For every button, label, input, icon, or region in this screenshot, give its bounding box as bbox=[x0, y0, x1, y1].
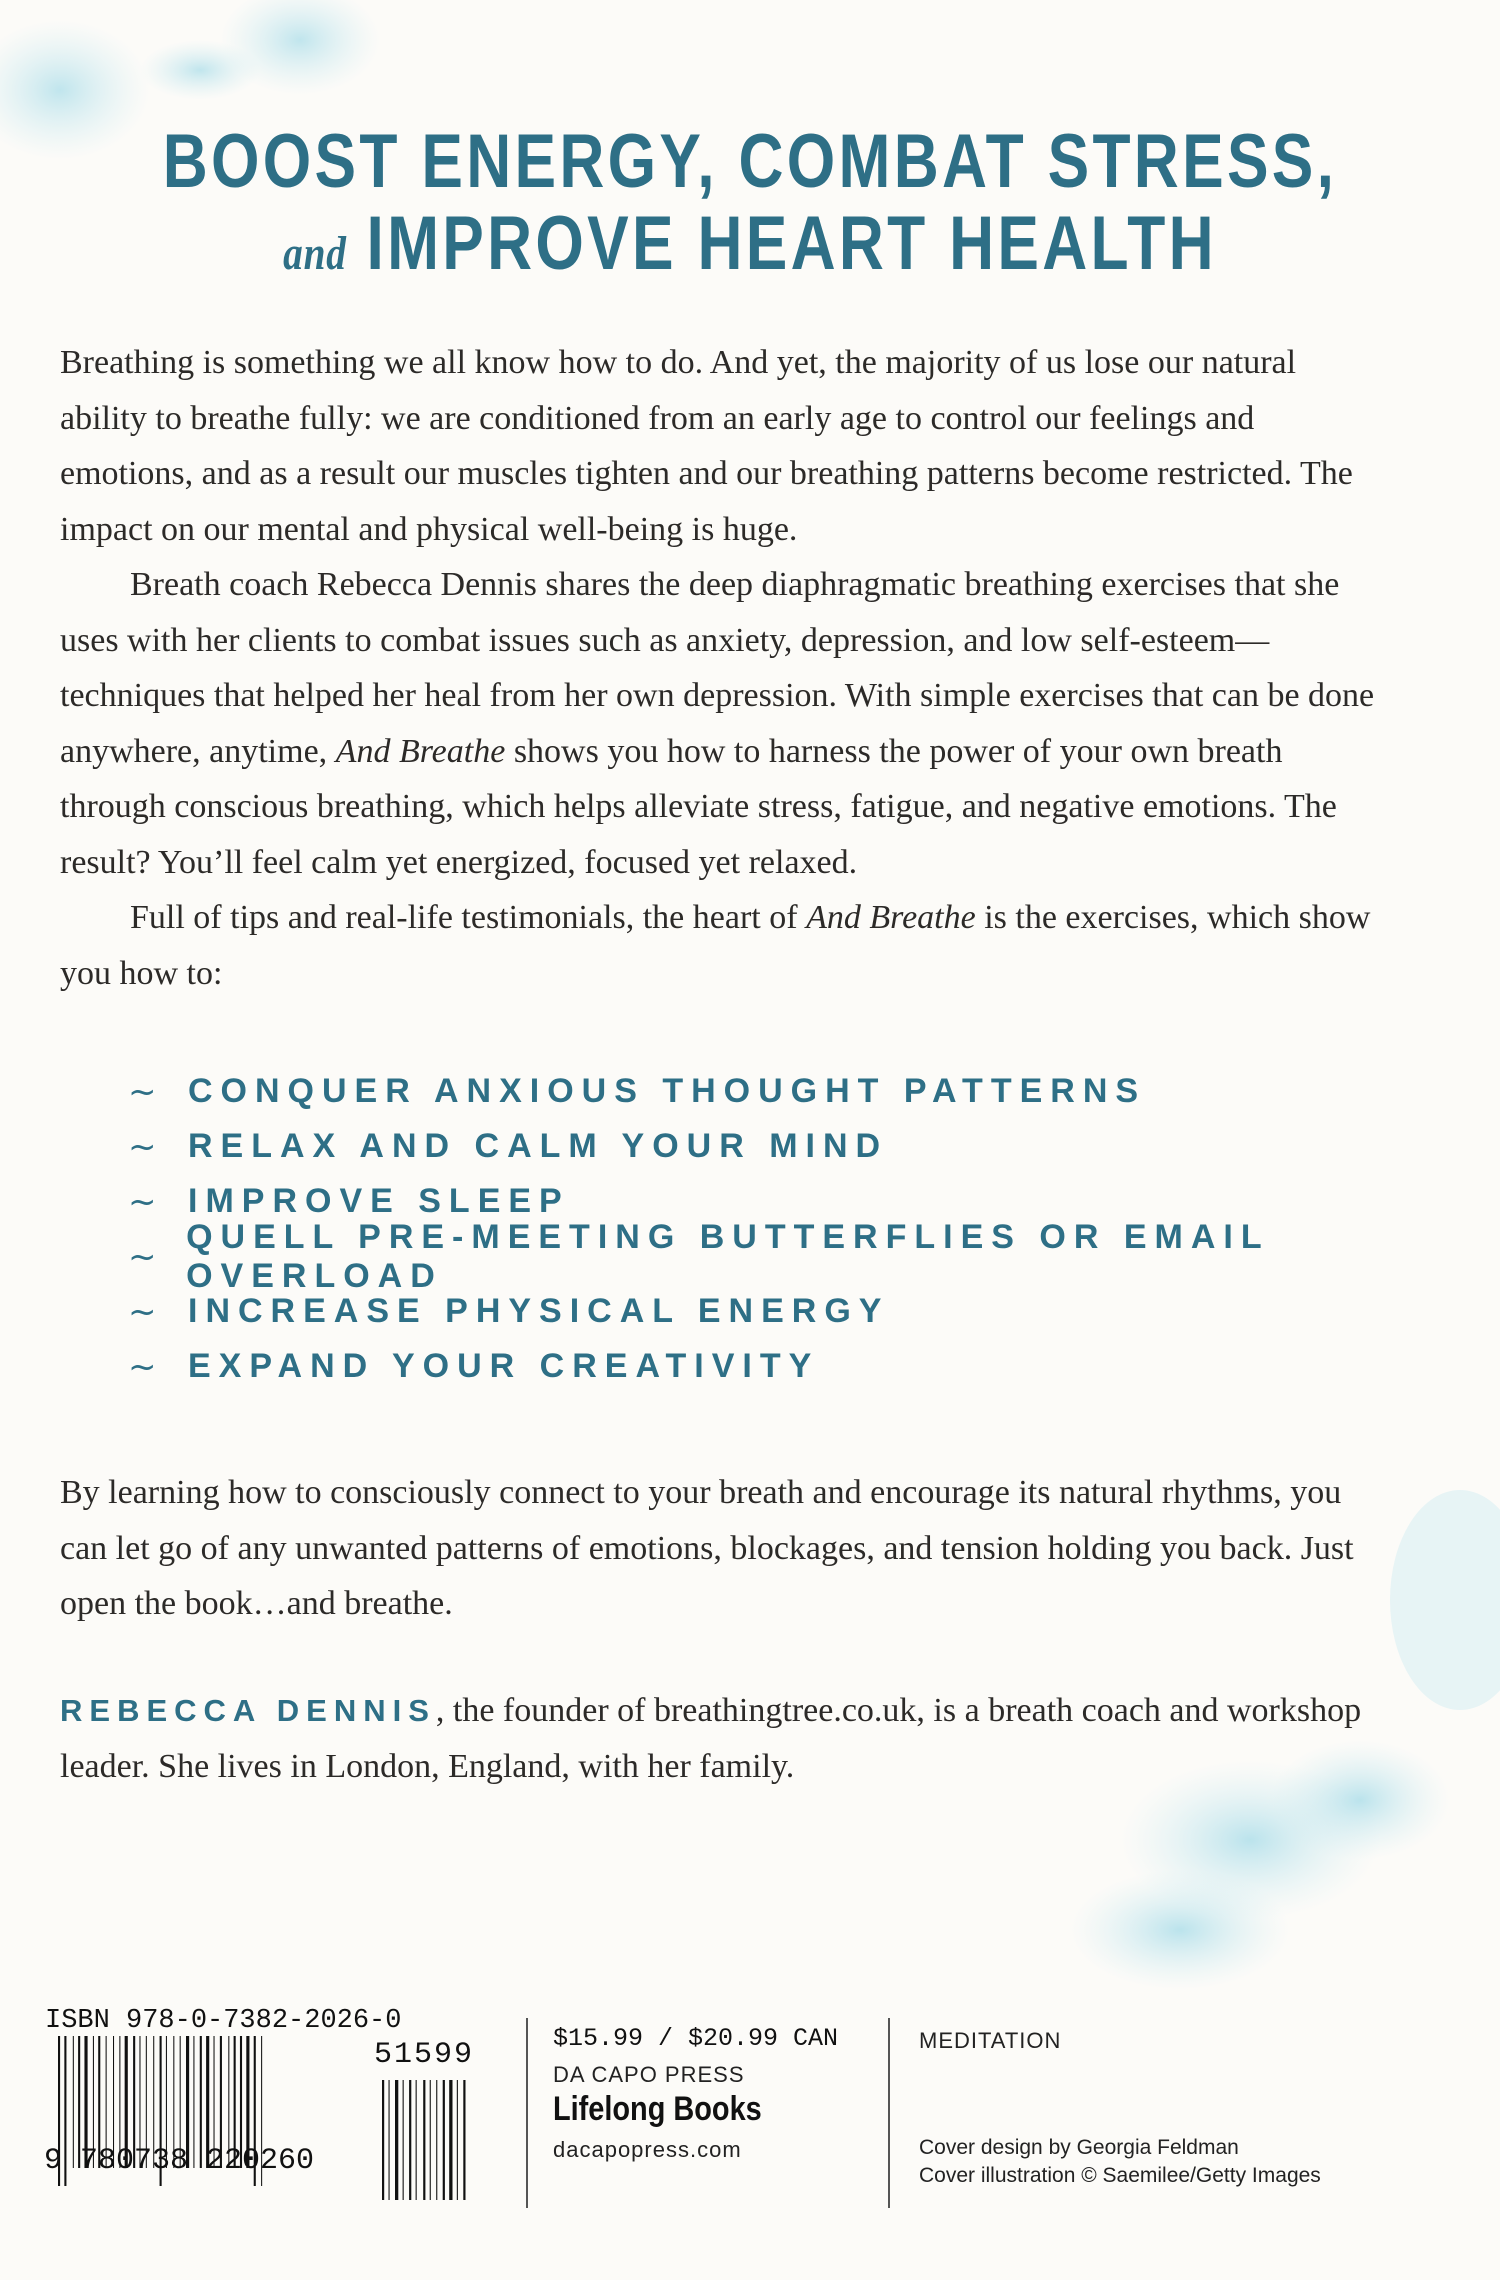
list-item bbox=[128, 1339, 1500, 1394]
list-item bbox=[128, 1064, 1500, 1119]
cover-illustration-credit: Cover illustration © Saemilee/Getty Images bbox=[919, 2164, 1321, 2187]
tilde-bullet-icon: ~ bbox=[128, 1346, 157, 1387]
tilde-bullet-icon: ~ bbox=[128, 1236, 157, 1277]
list-item bbox=[128, 1119, 1500, 1174]
tilde-bullet-icon: ~ bbox=[128, 1181, 157, 1222]
intro-p2-book-title: And Breathe bbox=[335, 732, 506, 770]
list-item-text: QUELL PRE-MEETING BUTTERFLIES OR EMAIL OVERLOAD bbox=[186, 1217, 1269, 1295]
price: $15.99 / $20.99 CAN bbox=[553, 2024, 839, 2053]
tilde-bullet-icon: ~ bbox=[128, 1126, 157, 1167]
list-item-text: INCREASE PHYSICAL ENERGY bbox=[188, 1292, 890, 1330]
intro-paragraph-2 bbox=[60, 557, 1390, 890]
headline-and: and bbox=[283, 227, 347, 280]
closing-text: By learning how to consciously connect to your breath and encourage its natural rhythms, you can let go of any unwanted patterns of emotions, blockages, and tension holding you back. Just open the book…and breathe. bbox=[60, 1474, 1354, 1622]
price-addon-digits: 51599 bbox=[374, 2038, 475, 2072]
intro-p2-part-a: Breath coach Rebecca Dennis shares the deep diaphragmatic breathing exercises that she uses with her clients to combat issues such as anxiety, depression, and low self-esteem—techniques that helped her heal from her own depression. With simple exercises that can be done anywhere, anytime, bbox=[60, 566, 1375, 770]
author-name: REBECCA DENNIS bbox=[60, 1693, 436, 1728]
description-body bbox=[60, 335, 1390, 1001]
isbn-label: ISBN 978-0-7382-2026-0 bbox=[45, 2006, 402, 2036]
tilde-bullet-icon: ~ bbox=[128, 1291, 157, 1332]
list-item-text: EXPAND YOUR CREATIVITY bbox=[188, 1347, 820, 1385]
intro-p3-part-a: Full of tips and real-life testimonials, the heart of bbox=[130, 899, 807, 936]
author-bio-rest: , the founder of breathingtree.co.uk, is a breath coach and workshop leader. She lives in London, England, with her family. bbox=[60, 1692, 1362, 1785]
headline-line-2-text: IMPROVE HEART HEALTH bbox=[366, 201, 1217, 286]
intro-p2-part-b: shows you how to harness the power of your own breath through conscious breathing, which helps alleviate stress, fatigue, and negative emotions. The result? You’ll feel calm yet energized, focused yet relaxed. bbox=[60, 732, 1337, 881]
category-label: MEDITATION bbox=[919, 2028, 1062, 2053]
tilde-bullet-icon: ~ bbox=[128, 1071, 157, 1112]
intro-paragraph-1: Breathing is something we all know how to do. And yet, the majority of us lose our natural ability to breathe fully: we are conditioned from an early age to control our feelings and emotions, and as a result our muscles tighten and our breathing patterns become restricted. The impact on our mental and physical well-being is huge. bbox=[60, 344, 1353, 548]
publisher-name: DA CAPO PRESS bbox=[553, 2062, 745, 2087]
list-item-text: CONQUER ANXIOUS THOUGHT PATTERNS bbox=[188, 1072, 1147, 1110]
closing-paragraph bbox=[60, 1465, 1390, 1632]
author-bio-text bbox=[60, 1683, 1390, 1794]
intro-paragraph-3 bbox=[60, 890, 1390, 1001]
headline-line-1: BOOST ENERGY, COMBAT STRESS, bbox=[162, 119, 1338, 204]
divider bbox=[526, 2018, 528, 2208]
intro-p3-book-title: And Breathe bbox=[806, 899, 976, 936]
divider bbox=[888, 2018, 890, 2208]
list-item-text: IMPROVE SLEEP bbox=[188, 1182, 570, 1220]
publisher-imprint: Lifelong Books bbox=[553, 2090, 762, 2128]
publisher-website: dacapopress.com bbox=[553, 2137, 742, 2162]
benefits-list bbox=[128, 1064, 1500, 1394]
cover-design-credit: Cover design by Georgia Feldman bbox=[919, 2136, 1239, 2159]
list-item bbox=[128, 1217, 1500, 1295]
intro-p3-part-b: is the exercises, which show you how to: bbox=[60, 899, 1371, 992]
ean-digits: 9 780738 220260 bbox=[44, 2144, 315, 2178]
list-item-text: RELAX AND CALM YOUR MIND bbox=[188, 1127, 889, 1165]
headline-line-2 bbox=[135, 200, 1365, 287]
author-bio bbox=[60, 1683, 1390, 1794]
